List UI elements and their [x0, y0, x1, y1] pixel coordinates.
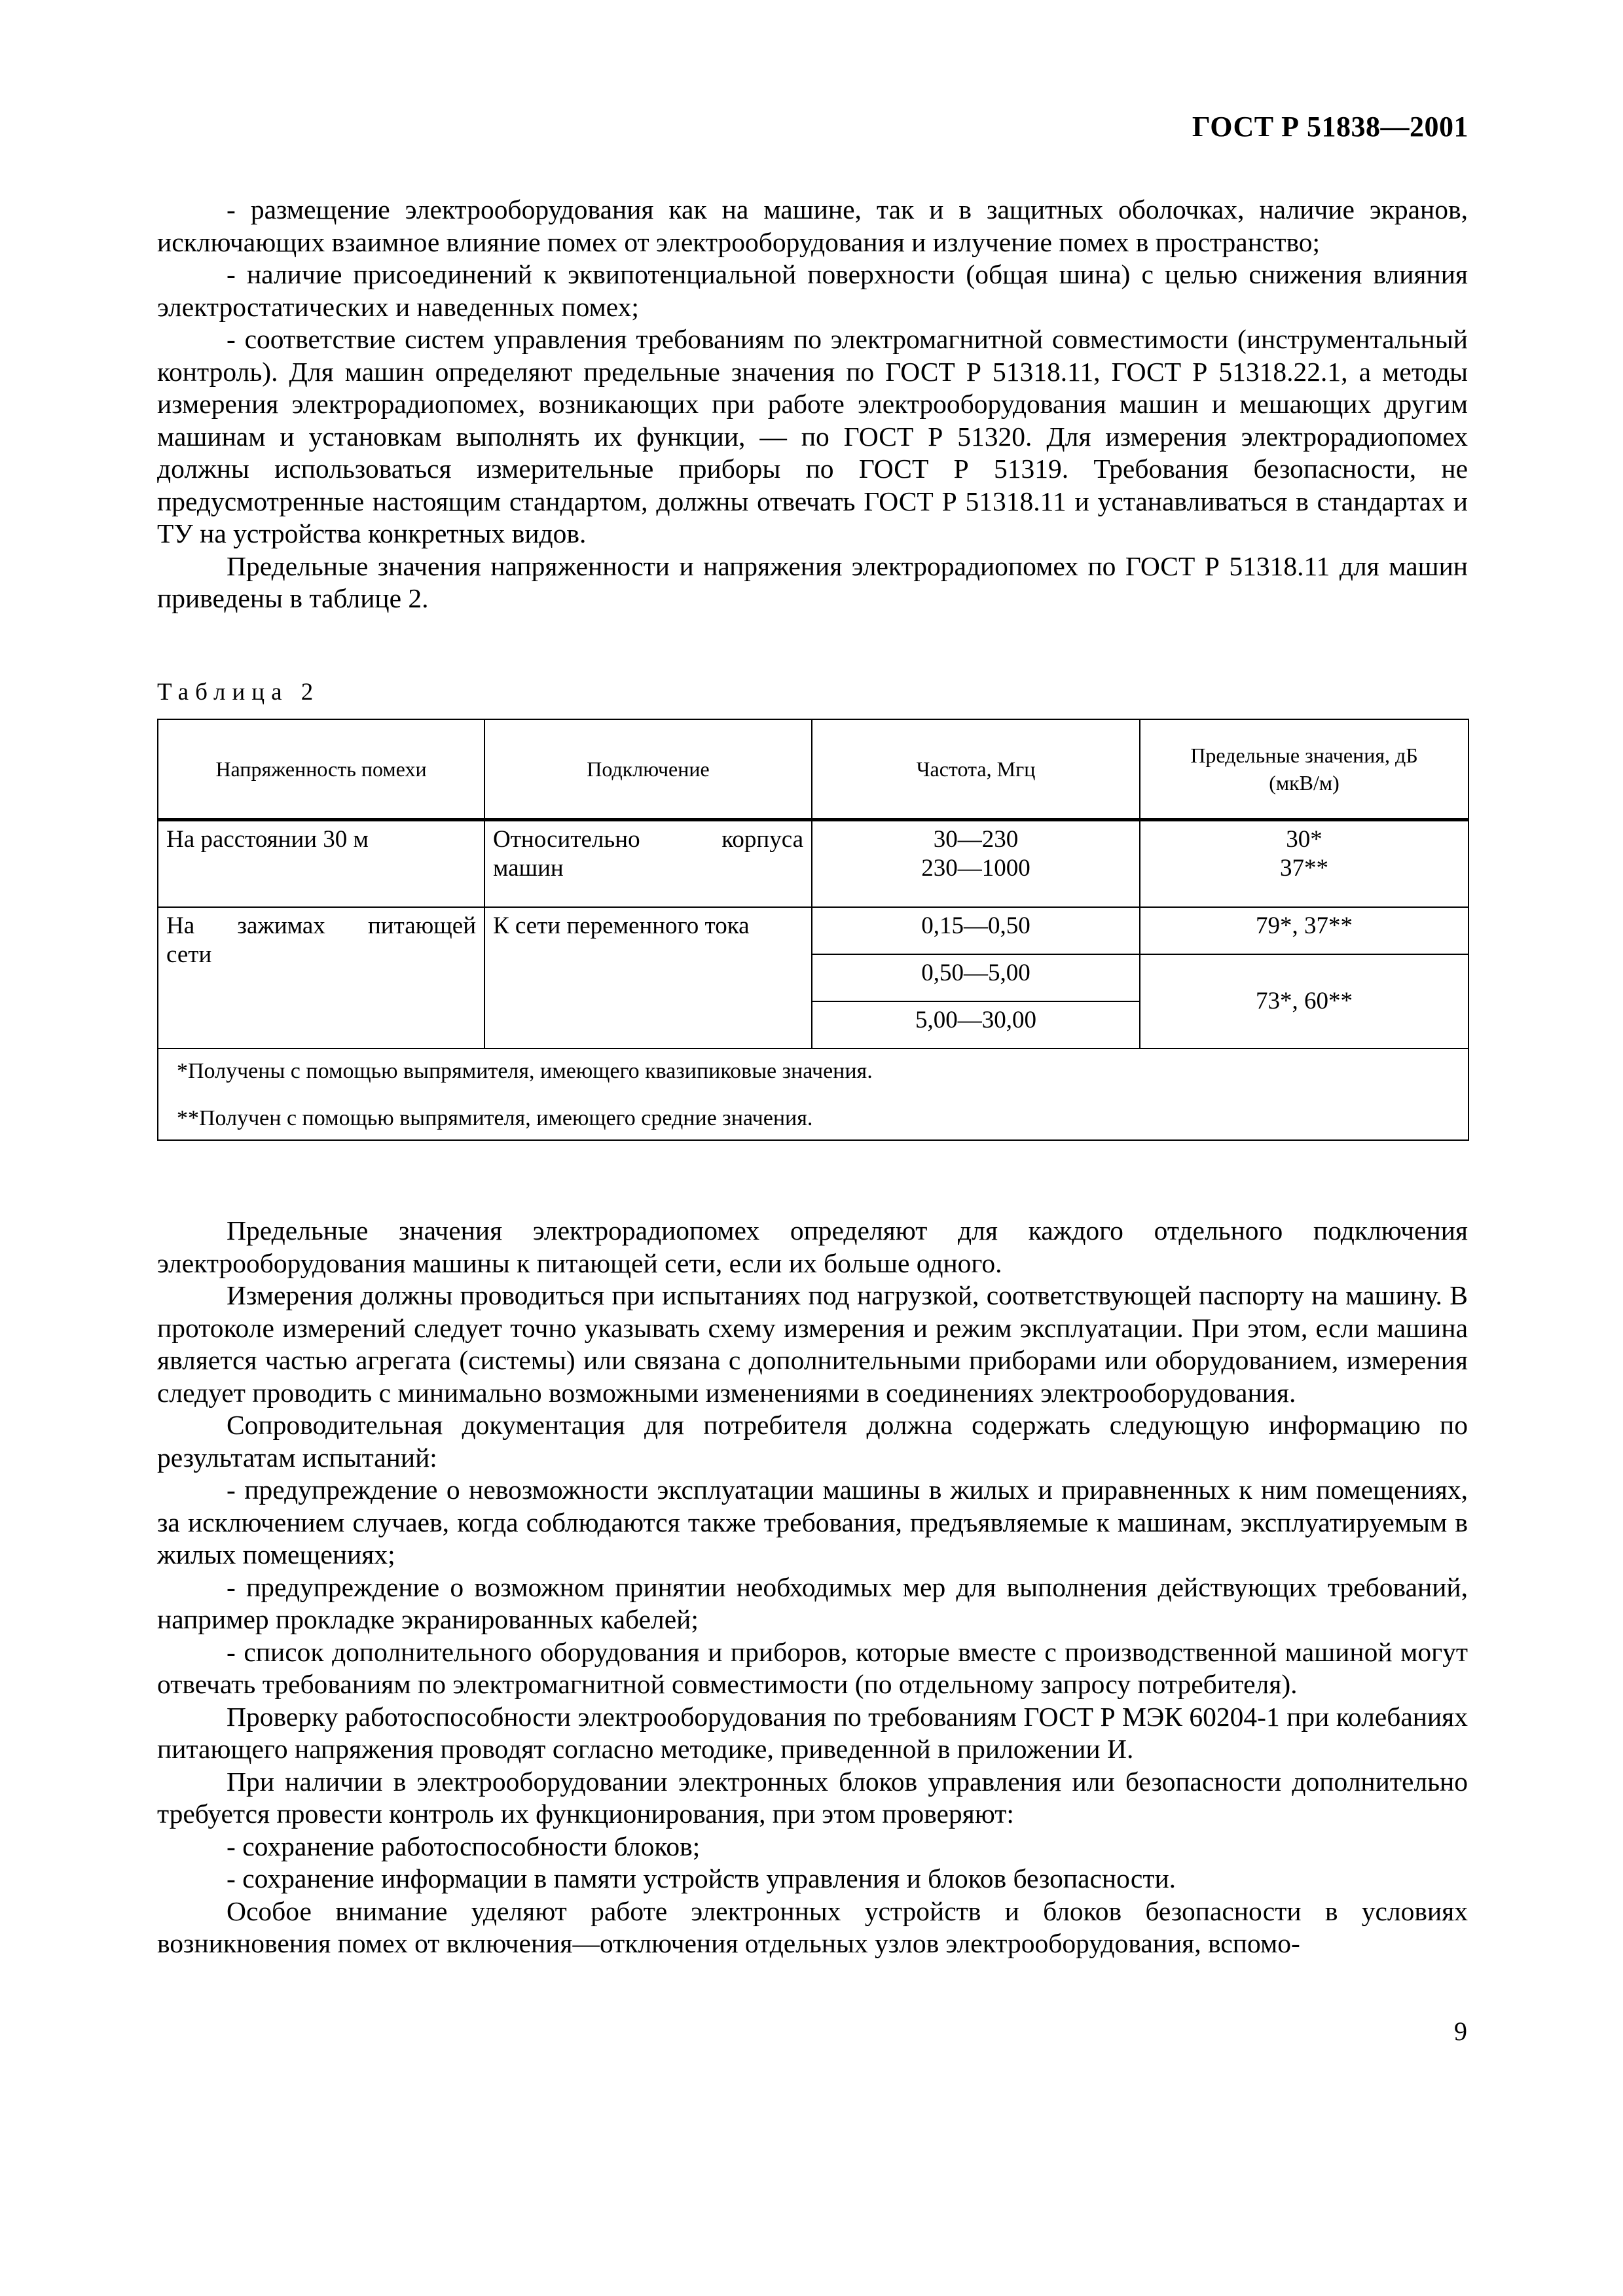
cell-text: 30*: [1286, 826, 1322, 853]
cell-text: 0,15—0,50: [921, 912, 1030, 939]
table-cell: [158, 907, 484, 1049]
paragraph: - размещение электрооборудования как на машине, так и в защитных оболочках, наличие экранов, исключающих взаимное влияние помех от электрооборудования и излучение помех в пространство;: [157, 194, 1468, 257]
table-caption-block: [157, 678, 1468, 706]
table-cell: [812, 820, 1140, 908]
cell-text: 37**: [1280, 855, 1328, 882]
table-row: [158, 907, 1468, 954]
cell-text: машин: [493, 855, 564, 882]
footnote: *Получены с помощью выпрямителя, имеющего квазипиковые значения.: [177, 1059, 873, 1083]
table-cell: [812, 954, 1140, 1001]
top-text-block: [157, 194, 1468, 615]
table-cell: [158, 820, 484, 908]
cell-text: 5,00—30,00: [915, 1007, 1036, 1033]
cell-text: сети: [166, 941, 212, 968]
table-notes: [158, 1049, 1468, 1140]
paragraph: Проверку работоспособности электрооборудования по требованиям ГОСТ Р МЭК 60204-1 при колебаниях питающего напряжения проводят согласно методике, приведенной в приложении И.: [157, 1701, 1468, 1764]
paragraph: Сопроводительная документация для потребителя должна содержать следующую информацию по результатам испытаний:: [157, 1410, 1468, 1473]
paragraph: - сохранение информации в памяти устройств управления и блоков безопасности.: [227, 1863, 1176, 1893]
table-row: [158, 820, 1468, 908]
limits-table: [157, 719, 1469, 1141]
cell-text: 230—1000: [921, 855, 1030, 882]
cell-text: 73*, 60**: [1256, 988, 1353, 1014]
table-cell: [1140, 954, 1468, 1049]
table-cell: [484, 907, 812, 1049]
paragraph: - сохранение работоспособности блоков;: [227, 1831, 701, 1861]
table-cell: [1140, 907, 1468, 954]
cell-text: К сети переменного тока: [493, 912, 750, 939]
bottom-text-block: [157, 1215, 1468, 1960]
paragraph: - наличие присоединений к эквипотенциальной поверхности (общая шина) с целью снижения влияния электростатических и наведенных помех;: [157, 259, 1468, 322]
paragraph: Предельные значения электрорадиопомех определяют для каждого отдельного подключения электрооборудования машины к питающей сети, если их больше одного.: [157, 1215, 1468, 1278]
table-caption: Таблица 2: [157, 679, 320, 706]
cell-text: 0,50—5,00: [921, 960, 1030, 986]
paragraph: Измерения должны проводиться при испытаниях под нагрузкой, соответствующей паспорту на машину. В протоколе измерений следует точно указывать схему измерения и режим эксплуатации. При этом, если машина является частью агрегата (системы) или связана с дополнительными приборами или оборудованием, измерения следует проводить с минимально возможными изменениями в соединениях электрооборудования.: [157, 1280, 1468, 1408]
table-cell: [1140, 820, 1468, 908]
cell-text: 79*, 37**: [1256, 912, 1353, 939]
column-header: Подключение: [484, 719, 812, 820]
cell-text: На зажимах питающей: [166, 912, 476, 939]
cell-text: На расстоянии 30 м: [166, 826, 369, 853]
table-cell: [812, 907, 1140, 954]
table-block: [157, 719, 1468, 1141]
paragraph: Особое внимание уделяют работе электронных устройств и блоков безопасности в условиях возникновения помех от включения—отключения отдельных узлов электрооборудования, вспомо-: [157, 1895, 1468, 1958]
cell-text: 30—230: [933, 826, 1019, 853]
table-cell: [812, 1001, 1140, 1049]
paragraph: - предупреждение о возможном принятии необходимых мер для выполнения действующих требований, например прокладке экранированных кабелей;: [157, 1571, 1468, 1634]
column-header: Предельные значения, дБ (мкВ/м): [1140, 719, 1468, 820]
footnote: **Получен с помощью выпрямителя, имеющего средние значения.: [177, 1106, 813, 1130]
paragraph: - предупреждение о невозможности эксплуатации машины в жилых и приравненных к ним помещениях, за исключением случаев, когда соблюдаются также требования, предъявляемые к машинам, эксплуатируемым в жилых помещениях;: [157, 1475, 1468, 1570]
table-cell: [484, 820, 812, 908]
table-header-row: [158, 719, 1468, 820]
cell-text: Относительно корпуса: [493, 826, 803, 853]
paragraph: При наличии в электрооборудовании электронных блоков управления или безопасности дополнительно требуется провести контроль их функционирования, при этом проверяют:: [157, 1766, 1468, 1829]
standard-code-header: ГОСТ Р 51838—2001: [1192, 111, 1468, 143]
paragraph: - список дополнительного оборудования и приборов, которые вместе с производственной машиной могут отвечать требованиям по электромагнитной совместимости (по отдельному запросу потребителя).: [157, 1636, 1468, 1699]
paragraph: - соответствие систем управления требованиям по электромагнитной совместимости (инструментальный контроль). Для машин определяют предельные значения по ГОСТ Р 51318.11, ГОСТ Р 51318.22.1, а методы измерения электрорадиопомех, возникающих при работе электрооборудования машин и мешающих другим машинам и установкам выполнять их функции, — по ГОСТ Р 51320. Для измерения электрорадиопомех должны использоваться измерительные приборы по ГОСТ Р 51319. Требования безопасности, не предусмотренные настоящим стандартом, должны отвечать ГОСТ Р 51318.11 и устанавливаться в стандартах и ТУ на устройства конкретных видов.: [157, 324, 1468, 548]
column-header: Частота, Мгц: [812, 719, 1140, 820]
paragraph: Предельные значения напряженности и напряжения электрорадиопомех по ГОСТ Р 51318.11 для машин приведены в таблице 2.: [157, 550, 1468, 613]
column-header: Напряженность помехи: [158, 719, 484, 820]
page-number: 9: [1454, 2017, 1467, 2046]
table-notes-row: [158, 1049, 1468, 1140]
